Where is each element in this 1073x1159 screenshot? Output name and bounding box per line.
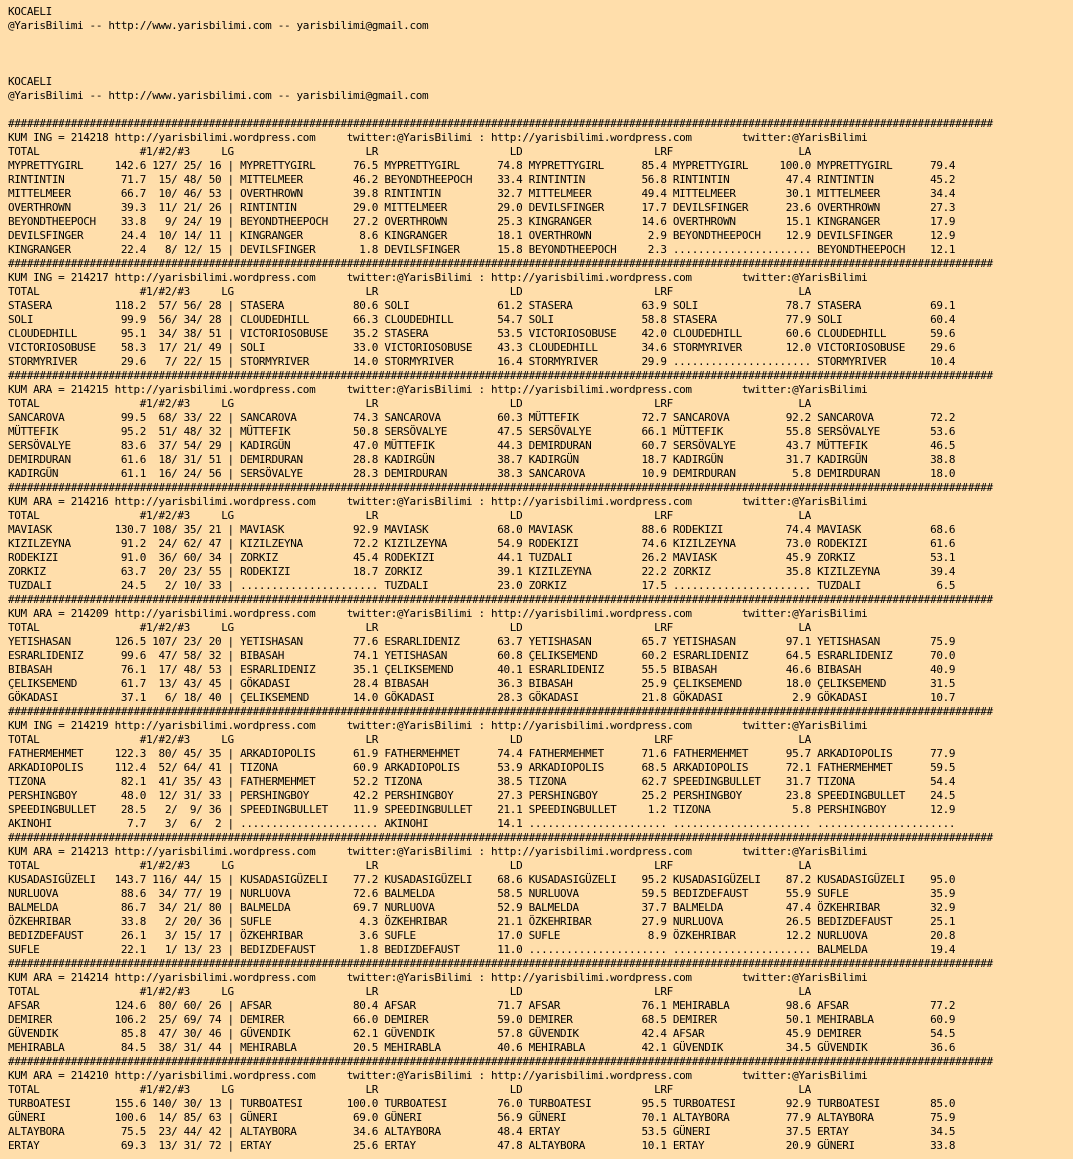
- horse-row-line: PERSHINGBOY 48.0 12/ 31/ 33 | PERSHINGBOY 42.2 PERSHINGBOY 27.3 PERSHINGBOY 25.2 PERSHINGBOY 23.8 SPEEDINGBULLET 24.5: [8, 789, 956, 802]
- column-header-line: TOTAL #1/#2/#3 LG LR LD LRF LA: [8, 985, 811, 998]
- blank-line: [8, 47, 1073, 61]
- blank-line: [8, 103, 1073, 117]
- race-header-line: KUM ARA = 214215 http://yarisbilimi.wordpress.com twitter:@YarisBilimi : http://yarisbilimi.wordpress.com twitter:@YarisBilimi: [8, 383, 868, 396]
- horse-row-line: FATHERMEHMET 122.3 80/ 45/ 35 | ARKADIOPOLIS 61.9 FATHERMEHMET 74.4 FATHERMEHMET 71.6 FATHERMEHMET 95.7 ARKADIOPOLIS 77.9: [8, 747, 956, 760]
- horse-row-line: GÖKADASI 37.1 6/ 18/ 40 | ÇELIKSEMEND 14.0 GÖKADASI 28.3 GÖKADASI 21.8 GÖKADASI 2.9 GÖKADASI 10.7: [8, 691, 956, 704]
- race-header-line: KUM ARA = 214216 http://yarisbilimi.wordpress.com twitter:@YarisBilimi : http://yarisbilimi.wordpress.com twitter:@YarisBilimi: [8, 495, 868, 508]
- horse-row-line: RODEKIZI 91.0 36/ 60/ 34 | ZORKIZ 45.4 RODEKIZI 44.1 TUZDALI 26.2 MAVIASK 45.9 ZORKIZ 53.1: [8, 551, 956, 564]
- separator-line: #############################################################################################################################################################: [8, 481, 993, 494]
- separator-line: #############################################################################################################################################################: [8, 1055, 993, 1068]
- column-header-line: TOTAL #1/#2/#3 LG LR LD LRF LA: [8, 733, 811, 746]
- horse-row-line: SOLI 99.9 56/ 34/ 28 | CLOUDEDHILL 66.3 CLOUDEDHILL 54.7 SOLI 58.8 STASERA 77.9 SOLI 60.4: [8, 313, 956, 326]
- horse-row-line: ÖZKEHRIBAR 33.8 2/ 20/ 36 | SUFLE 4.3 ÖZKEHRIBAR 21.1 ÖZKEHRIBAR 27.9 NURLUOVA 26.5 BEDIZDEFAUST 25.1: [8, 915, 956, 928]
- horse-row-line: MÜTTEFIK 95.2 51/ 48/ 32 | MÜTTEFIK 50.8 SERSÖVALYE 47.5 SERSÖVALYE 66.1 MÜTTEFIK 55.8 SERSÖVALYE 53.6: [8, 425, 956, 438]
- separator-line: #############################################################################################################################################################: [8, 831, 993, 844]
- text-line: @YarisBilimi -- http://www.yarisbilimi.com -- yarisbilimi@gmail.com: [8, 89, 429, 102]
- blank-line: [8, 61, 1073, 75]
- horse-row-line: BEDIZDEFAUST 26.1 3/ 15/ 17 | ÖZKEHRIBAR 3.6 SUFLE 17.0 SUFLE 8.9 ÖZKEHRIBAR 12.2 NURLUOVA 20.8: [8, 929, 956, 942]
- text-line: KOCAELI: [8, 5, 52, 18]
- horse-row-line: GÜNERI 100.6 14/ 85/ 63 | GÜNERI 69.0 GÜNERI 56.9 GÜNERI 70.1 ALTAYBORA 77.9 ALTAYBORA 75.9: [8, 1111, 956, 1124]
- horse-row-line: GÜVENDIK 85.8 47/ 30/ 46 | GÜVENDIK 62.1 GÜVENDIK 57.8 GÜVENDIK 42.4 AFSAR 45.9 DEMIRER 54.5: [8, 1027, 956, 1040]
- horse-row-line: ZORKIZ 63.7 20/ 23/ 55 | RODEKIZI 18.7 ZORKIZ 39.1 KIZILZEYNA 22.2 ZORKIZ 35.8 KIZILZEYNA 39.4: [8, 565, 956, 578]
- horse-row-line: SANCAROVA 99.5 68/ 33/ 22 | SANCAROVA 74.3 SANCAROVA 60.3 MÜTTEFIK 72.7 SANCAROVA 92.2 SANCAROVA 72.2: [8, 411, 956, 424]
- horse-row-line: ESRARLIDENIZ 99.6 47/ 58/ 32 | BIBASAH 74.1 YETISHASAN 60.8 ÇELIKSEMEND 60.2 ESRARLIDENIZ 64.5 ESRARLIDENIZ 70.0: [8, 649, 956, 662]
- separator-line: #############################################################################################################################################################: [8, 257, 993, 270]
- race-header-line: KUM ARA = 214210 http://yarisbilimi.wordpress.com twitter:@YarisBilimi : http://yarisbilimi.wordpress.com twitter:@YarisBilimi: [8, 1069, 868, 1082]
- column-header-line: TOTAL #1/#2/#3 LG LR LD LRF LA: [8, 621, 811, 634]
- race-header-line: KUM ARA = 214213 http://yarisbilimi.wordpress.com twitter:@YarisBilimi : http://yarisbilimi.wordpress.com twitter:@YarisBilimi: [8, 845, 868, 858]
- horse-row-line: RINTINTIN 71.7 15/ 48/ 50 | MITTELMEER 46.2 BEYONDTHEEPOCH 33.4 RINTINTIN 56.8 RINTINTIN 47.4 RINTINTIN 45.2: [8, 173, 956, 186]
- race-header-line: KUM ARA = 214214 http://yarisbilimi.wordpress.com twitter:@YarisBilimi : http://yarisbilimi.wordpress.com twitter:@YarisBilimi: [8, 971, 868, 984]
- horse-row-line: TIZONA 82.1 41/ 35/ 43 | FATHERMEHMET 52.2 TIZONA 38.5 TIZONA 62.7 SPEEDINGBULLET 31.7 TIZONA 54.4: [8, 775, 956, 788]
- column-header-line: TOTAL #1/#2/#3 LG LR LD LRF LA: [8, 285, 811, 298]
- horse-row-line: BEYONDTHEEPOCH 33.8 9/ 24/ 19 | BEYONDTHEEPOCH 27.2 OVERTHROWN 25.3 KINGRANGER 14.6 OVERTHROWN 15.1 KINGRANGER 17.9: [8, 215, 956, 228]
- separator-line: #############################################################################################################################################################: [8, 705, 993, 718]
- race-header-line: KUM ING = 214219 http://yarisbilimi.wordpress.com twitter:@YarisBilimi : http://yarisbilimi.wordpress.com twitter:@YarisBilimi: [8, 719, 868, 732]
- horse-row-line: MAVIASK 130.7 108/ 35/ 21 | MAVIASK 92.9 MAVIASK 68.0 MAVIASK 88.6 RODEKIZI 74.4 MAVIASK 68.6: [8, 523, 956, 536]
- text-line: KOCAELI: [8, 75, 52, 88]
- horse-row-line: STASERA 118.2 57/ 56/ 28 | STASERA 80.6 SOLI 61.2 STASERA 63.9 SOLI 78.7 STASERA 69.1: [8, 299, 956, 312]
- column-header-line: TOTAL #1/#2/#3 LG LR LD LRF LA: [8, 145, 811, 158]
- race-header-line: KUM ING = 214217 http://yarisbilimi.wordpress.com twitter:@YarisBilimi : http://yarisbilimi.wordpress.com twitter:@YarisBilimi: [8, 271, 868, 284]
- horse-row-line: SUFLE 22.1 1/ 13/ 23 | BEDIZDEFAUST 1.8 BEDIZDEFAUST 11.0 ...................... ...................... BALMELDA 19.4: [8, 943, 956, 956]
- horse-row-line: KINGRANGER 22.4 8/ 12/ 15 | DEVILSFINGER 1.8 DEVILSFINGER 15.8 BEYONDTHEEPOCH 2.3 ...................... BEYONDTHEEPOCH 12.1: [8, 243, 956, 256]
- horse-row-line: MEHIRABLA 84.5 38/ 31/ 44 | MEHIRABLA 20.5 MEHIRABLA 40.6 MEHIRABLA 42.1 GÜVENDIK 34.5 GÜVENDIK 36.6: [8, 1041, 956, 1054]
- race-header-line: KUM ING = 214218 http://yarisbilimi.wordpress.com twitter:@YarisBilimi : http://yarisbilimi.wordpress.com twitter:@YarisBilimi: [8, 131, 868, 144]
- column-header-line: TOTAL #1/#2/#3 LG LR LD LRF LA: [8, 509, 811, 522]
- blank-line: [8, 33, 1073, 47]
- horse-row-line: DEVILSFINGER 24.4 10/ 14/ 11 | KINGRANGER 8.6 KINGRANGER 18.1 OVERTHROWN 2.9 BEYONDTHEEPOCH 12.9 DEVILSFINGER 12.9: [8, 229, 956, 242]
- horse-row-line: CLOUDEDHILL 95.1 34/ 38/ 51 | VICTORIOSOBUSE 35.2 STASERA 53.5 VICTORIOSOBUSE 42.0 CLOUDEDHILL 60.6 CLOUDEDHILL 59.6: [8, 327, 956, 340]
- horse-row-line: MYPRETTYGIRL 142.6 127/ 25/ 16 | MYPRETTYGIRL 76.5 MYPRETTYGIRL 74.8 MYPRETTYGIRL 85.4 MYPRETTYGIRL 100.0 MYPRETTYGIRL 79.4: [8, 159, 956, 172]
- horse-row-line: KADIRGÜN 61.1 16/ 24/ 56 | SERSÖVALYE 28.3 DEMIRDURAN 38.3 SANCAROVA 10.9 DEMIRDURAN 5.8 DEMIRDURAN 18.0: [8, 467, 956, 480]
- horse-row-line: DEMIRDURAN 61.6 18/ 31/ 51 | DEMIRDURAN 28.8 KADIRGÜN 38.7 KADIRGÜN 18.7 KADIRGÜN 31.7 KADIRGÜN 38.8: [8, 453, 956, 466]
- race-header-line: KUM ARA = 214209 http://yarisbilimi.wordpress.com twitter:@YarisBilimi : http://yarisbilimi.wordpress.com twitter:@YarisBilimi: [8, 607, 868, 620]
- horse-row-line: KUSADASIGÜZELI 143.7 116/ 44/ 15 | KUSADASIGÜZELI 77.2 KUSADASIGÜZELI 68.6 KUSADASIGÜZELI 95.2 KUSADASIGÜZELI 87.2 KUSADASIGÜZELI 95.0: [8, 873, 956, 886]
- text-line: @YarisBilimi -- http://www.yarisbilimi.com -- yarisbilimi@gmail.com: [8, 19, 429, 32]
- horse-row-line: BALMELDA 86.7 34/ 21/ 80 | BALMELDA 69.7 NURLUOVA 52.9 BALMELDA 37.7 BALMELDA 47.4 ÖZKEHRIBAR 32.9: [8, 901, 956, 914]
- horse-row-line: YETISHASAN 126.5 107/ 23/ 20 | YETISHASAN 77.6 ESRARLIDENIZ 63.7 YETISHASAN 65.7 YETISHASAN 97.1 YETISHASAN 75.9: [8, 635, 956, 648]
- horse-row-line: TURBOATESI 155.6 140/ 30/ 13 | TURBOATESI 100.0 TURBOATESI 76.0 TURBOATESI 95.5 TURBOATESI 92.9 TURBOATESI 85.0: [8, 1097, 956, 1110]
- horse-row-line: SPEEDINGBULLET 28.5 2/ 9/ 36 | SPEEDINGBULLET 11.9 SPEEDINGBULLET 21.1 SPEEDINGBULLET 1.2 TIZONA 5.8 PERSHINGBOY 12.9: [8, 803, 956, 816]
- column-header-line: TOTAL #1/#2/#3 LG LR LD LRF LA: [8, 397, 811, 410]
- horse-row-line: STORMYRIVER 29.6 7/ 22/ 15 | STORMYRIVER 14.0 STORMYRIVER 16.4 STORMYRIVER 29.9 ...................... STORMYRIVER 10.4: [8, 355, 956, 368]
- separator-line: #############################################################################################################################################################: [8, 593, 993, 606]
- horse-row-line: OVERTHROWN 39.3 11/ 21/ 26 | RINTINTIN 29.0 MITTELMEER 29.0 DEVILSFINGER 17.7 DEVILSFINGER 23.6 OVERTHROWN 27.3: [8, 201, 956, 214]
- horse-row-line: ÇELIKSEMEND 61.7 13/ 43/ 45 | GÖKADASI 28.4 BIBASAH 36.3 BIBASAH 25.9 ÇELIKSEMEND 18.0 ÇELIKSEMEND 31.5: [8, 677, 956, 690]
- column-header-line: TOTAL #1/#2/#3 LG LR LD LRF LA: [8, 1083, 811, 1096]
- horse-row-line: NURLUOVA 88.6 34/ 77/ 19 | NURLUOVA 72.6 BALMELDA 58.5 NURLUOVA 59.5 BEDIZDEFAUST 55.9 SUFLE 35.9: [8, 887, 956, 900]
- horse-row-line: SERSÖVALYE 83.6 37/ 54/ 29 | KADIRGÜN 47.0 MÜTTEFIK 44.3 DEMIRDURAN 60.7 SERSÖVALYE 43.7 MÜTTEFIK 46.5: [8, 439, 956, 452]
- horse-row-line: ALTAYBORA 75.5 23/ 44/ 42 | ALTAYBORA 34.6 ALTAYBORA 48.4 ERTAY 53.5 GÜNERI 37.5 ERTAY 34.5: [8, 1125, 956, 1138]
- horse-row-line: MITTELMEER 66.7 10/ 46/ 53 | OVERTHROWN 39.8 RINTINTIN 32.7 MITTELMEER 49.4 MITTELMEER 30.1 MITTELMEER 34.4: [8, 187, 956, 200]
- horse-row-line: AKINOHI 7.7 3/ 6/ 2 | ...................... AKINOHI 14.1 ...................... ...................... ......................: [8, 817, 956, 830]
- horse-row-line: KIZILZEYNA 91.2 24/ 62/ 47 | KIZILZEYNA 72.2 KIZILZEYNA 54.9 RODEKIZI 74.6 KIZILZEYNA 73.0 RODEKIZI 61.6: [8, 537, 956, 550]
- horse-row-line: TUZDALI 24.5 2/ 10/ 33 | ...................... TUZDALI 23.0 ZORKIZ 17.5 ...................... TUZDALI 6.5: [8, 579, 956, 592]
- horse-row-line: DEMIRER 106.2 25/ 69/ 74 | DEMIRER 66.0 DEMIRER 59.0 DEMIRER 68.5 DEMIRER 50.1 MEHIRABLA 60.9: [8, 1013, 956, 1026]
- separator-line: #############################################################################################################################################################: [8, 957, 993, 970]
- separator-line: #############################################################################################################################################################: [8, 369, 993, 382]
- horse-row-line: AFSAR 124.6 80/ 60/ 26 | AFSAR 80.4 AFSAR 71.7 AFSAR 76.1 MEHIRABLA 98.6 AFSAR 77.2: [8, 999, 956, 1012]
- horse-row-line: ERTAY 69.3 13/ 31/ 72 | ERTAY 25.6 ERTAY 47.8 ALTAYBORA 10.1 ERTAY 20.9 GÜNERI 33.8: [8, 1139, 956, 1152]
- horse-row-line: VICTORIOSOBUSE 58.3 17/ 21/ 49 | SOLI 33.0 VICTORIOSOBUSE 43.3 CLOUDEDHILL 34.6 STORMYRIVER 12.0 VICTORIOSOBUSE 29.6: [8, 341, 956, 354]
- separator-line: #############################################################################################################################################################: [8, 117, 993, 130]
- column-header-line: TOTAL #1/#2/#3 LG LR LD LRF LA: [8, 859, 811, 872]
- horse-row-line: ARKADIOPOLIS 112.4 52/ 64/ 41 | TIZONA 60.9 ARKADIOPOLIS 53.9 ARKADIOPOLIS 68.5 ARKADIOPOLIS 72.1 FATHERMEHMET 59.5: [8, 761, 956, 774]
- horse-row-line: BIBASAH 76.1 17/ 48/ 53 | ESRARLIDENIZ 35.1 ÇELIKSEMEND 40.1 ESRARLIDENIZ 55.5 BIBASAH 46.6 BIBASAH 40.9: [8, 663, 956, 676]
